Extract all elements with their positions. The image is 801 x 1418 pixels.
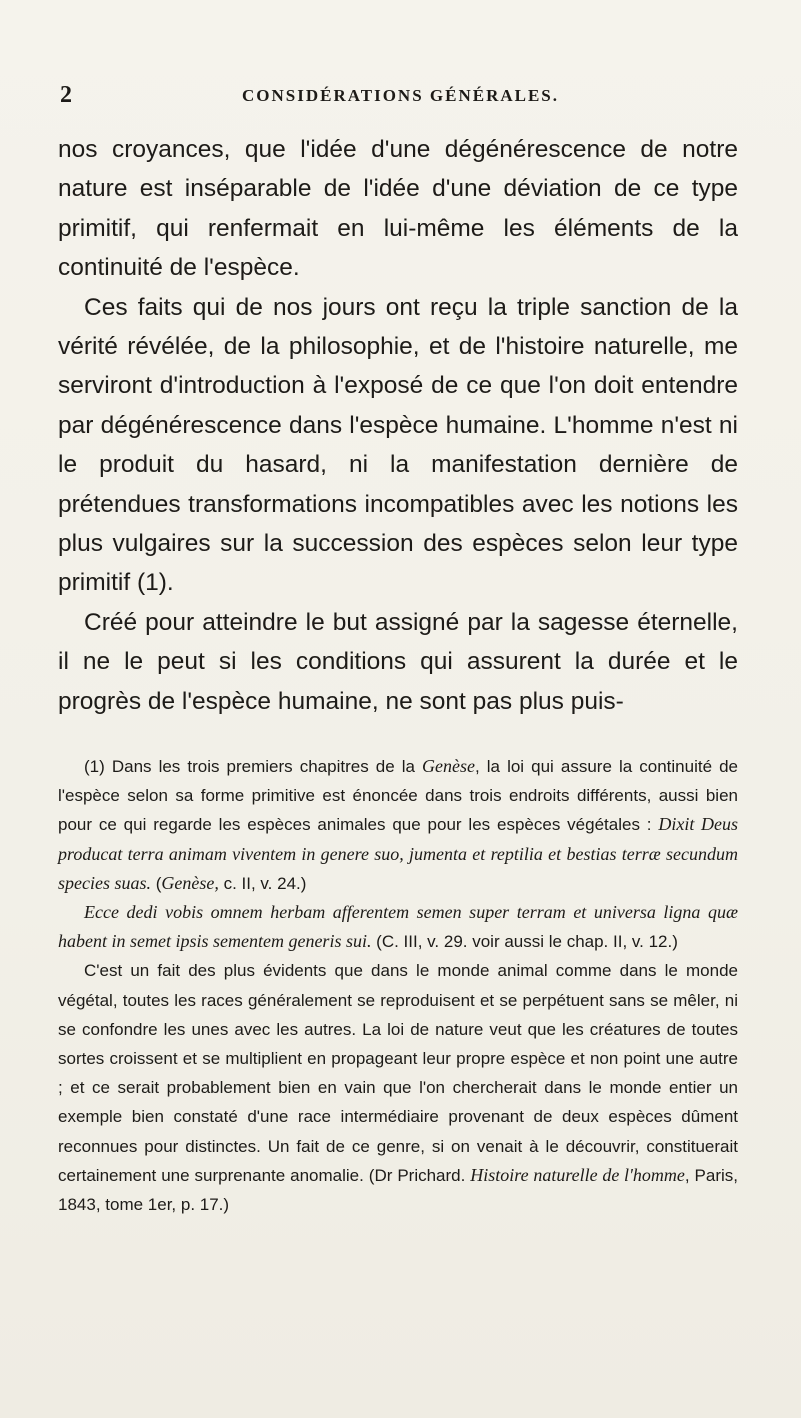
- page-number: 2: [60, 82, 72, 108]
- footnote-1-latin-quote: Dixit Deus producat terra animam viventem in genere suo, jumenta et reptilia et bestias terræ secundum species suas.: [58, 814, 739, 893]
- footnote-latin-2: [58, 898, 738, 956]
- footnote-1: [58, 752, 738, 898]
- footnote-1-genese: Genèse: [422, 756, 475, 776]
- paragraph-1: nos croyances, que l'idée d'une dégénérescence de notre nature est inséparable de l'idée d'une déviation de ce type primitif, qui renfermait en lui-même les éléments de la continuité de l'espèce.: [58, 136, 738, 282]
- running-title: CONSIDÉRATIONS GÉNÉRALES.: [241, 86, 560, 105]
- paragraph-2: Ces faits qui de nos jours ont reçu la triple sanction de la vérité révélée, de la philosophie, et de l'histoire naturelle, me serviront d'introduction à l'exposé de ce que l'on doit entendre par dégénérescence dans l'espèce humaine. L'homme n'est ni le produit du hasard, ni la manifestation dernière de prétendues transformations incompatibles avec les notions les plus vulgaires sur la succession des espèces selon leur type primitif (1).: [58, 293, 738, 597]
- footnote-3-book-title: Histoire naturelle de l'homme: [470, 1164, 685, 1185]
- footnote-1-text-c: , la loi qui assure la continuité de l'espèce selon sa forme primitive est énoncée dans trois endroits différents, aussi bien pour ce qui regarde les espèces animales que pour les espèces végétales :: [58, 757, 738, 835]
- footnote-1-citation: c. II, v. 24.): [218, 873, 307, 893]
- footnote-1-text-a: (1) Dans les trois premiers chapitres de la: [84, 757, 423, 776]
- footnote-1-genese-ref: Genèse,: [161, 872, 219, 893]
- footnote-block: [58, 752, 738, 1219]
- footnote-3-citation: , Paris, 1843, tome 1er, p. 17.): [58, 1165, 738, 1215]
- footnote-2-latin-quote: Ecce dedi vobis omnem herbam afferentem semen super terram et universa ligna quæ habent in semet ipsis sementem generis sui.: [58, 902, 738, 952]
- footnote-2-citation: (C. III, v. 29. voir aussi le chap. II, v. 12.): [371, 932, 678, 952]
- footnote-1-text-e: (: [151, 873, 162, 893]
- paragraph-3: Créé pour atteindre le but assigné par la sagesse éternelle, il ne le peut si les conditions qui assurent la durée et le progrès de l'espèce humaine, ne sont pas plus puis-: [58, 608, 738, 715]
- footnote-3-text: C'est un fait des plus évidents que dans le monde animal comme dans le monde végétal, toutes les races généralement se reproduisent et se perpétuent sans se mêler, ni se confondre les unes avec les autres. La loi de nature veut que les créatures de toutes sortes croissent et se multiplient en propageant leur propre espèce et non point une autre ; et ce serait probablement bien en vain que l'on chercherait dans le monde entier un exemple bien constaté d'une race intermédiaire provenant de deux espèces dûment reconnues pour distinctes. Un fait de ce genre, si on venait à le découvrir, constituerait certainement une surprenante anomalie. (Dr Prichard.: [58, 961, 738, 1185]
- page-header: [60, 82, 741, 112]
- footnote-prichard: [58, 956, 738, 1219]
- main-text: [58, 130, 738, 721]
